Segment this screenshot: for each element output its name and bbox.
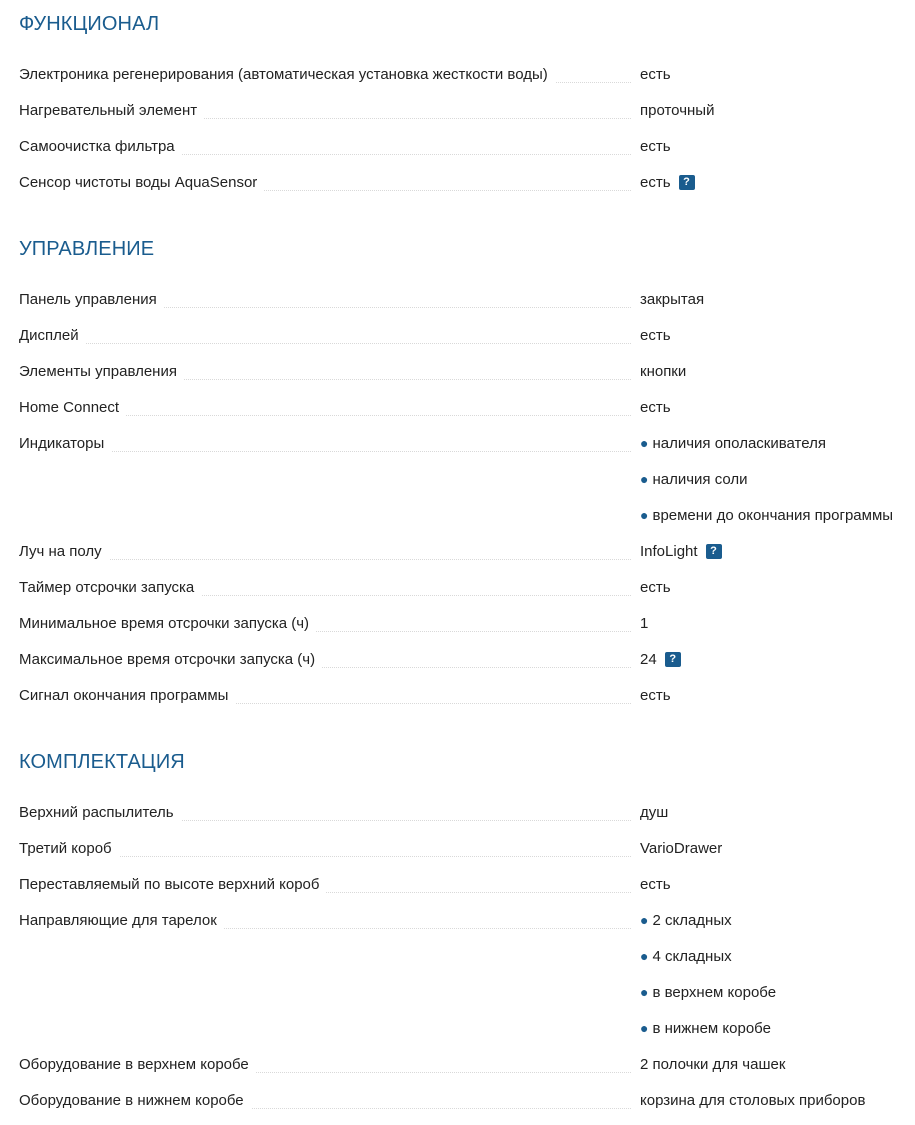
dotted-leader (19, 559, 631, 560)
spec-row (0, 317, 915, 353)
list-item: времени до окончания программы (652, 506, 894, 524)
spec-name: Луч на полу (19, 543, 109, 560)
spec-name: Сенсор чистоты воды AquaSensor (19, 174, 264, 191)
spec-name: Дисплей (19, 327, 86, 344)
spec-row (0, 164, 915, 200)
spec-row-continued (0, 1010, 915, 1046)
spec-row (0, 1082, 915, 1118)
bullet-icon: ● (640, 435, 649, 451)
spec-value: есть (640, 173, 671, 191)
list-item: в нижнем коробе (652, 1019, 771, 1037)
list-item: в верхнем коробе (652, 983, 777, 1001)
bullet-icon: ● (640, 471, 649, 487)
spec-row (0, 533, 915, 569)
help-icon[interactable]: ? (706, 544, 722, 559)
spec-row (0, 425, 915, 461)
help-icon[interactable]: ? (679, 175, 695, 190)
bullet-icon: ● (640, 948, 649, 964)
spec-value: есть (640, 686, 671, 704)
spec-value: 2 полочки для чашек (640, 1055, 786, 1073)
spec-name: Минимальное время отсрочки запуска (ч) (19, 615, 316, 632)
spec-value: 24 (640, 650, 657, 668)
spec-value: закрытая (640, 290, 705, 308)
spec-name: Переставляемый по высоте верхний короб (19, 876, 326, 893)
spec-value: InfoLight (640, 542, 698, 560)
spec-row (0, 569, 915, 605)
spec-row (0, 56, 915, 92)
spec-value: VarioDrawer (640, 839, 723, 857)
spec-value: кнопки (640, 362, 687, 380)
spec-name: Максимальное время отсрочки запуска (ч) (19, 651, 322, 668)
spec-row (0, 281, 915, 317)
spec-value: есть (640, 398, 671, 416)
spec-row (0, 92, 915, 128)
list-item: наличия соли (652, 470, 748, 488)
spec-name: Индикаторы (19, 435, 111, 452)
spec-value: есть (640, 875, 671, 893)
spec-row (0, 128, 915, 164)
spec-value: есть (640, 326, 671, 344)
spec-name: Электроника регенерирования (автоматическая установка жесткости воды) (19, 66, 555, 83)
bullet-icon: ● (640, 984, 649, 1000)
list-item: 4 складных (652, 947, 732, 965)
spec-row (0, 677, 915, 713)
help-icon[interactable]: ? (665, 652, 681, 667)
list-item: 2 складных (652, 911, 732, 929)
spec-name: Оборудование в нижнем коробе (19, 1092, 251, 1109)
spec-row-continued (0, 938, 915, 974)
section-title: УПРАВЛЕНИЕ (19, 238, 155, 260)
spec-value: корзина для столовых приборов (640, 1091, 866, 1109)
section-title: КОМПЛЕКТАЦИЯ (19, 751, 185, 773)
spec-name: Нагревательный элемент (19, 102, 204, 119)
spec-name: Элементы управления (19, 363, 184, 380)
spec-name: Направляющие для тарелок (19, 912, 224, 929)
section-title: ФУНКЦИОНАЛ (19, 13, 160, 35)
spec-value: есть (640, 578, 671, 596)
dotted-leader (19, 343, 631, 344)
spec-row (0, 902, 915, 938)
spec-row (0, 866, 915, 902)
spec-row (0, 794, 915, 830)
spec-name: Самоочистка фильтра (19, 138, 182, 155)
spec-name: Третий короб (19, 840, 119, 857)
bullet-icon: ● (640, 507, 649, 523)
bullet-icon: ● (640, 1020, 649, 1036)
spec-value: есть (640, 137, 671, 155)
spec-value: есть (640, 65, 671, 83)
spec-row-continued (0, 461, 915, 497)
spec-row (0, 641, 915, 677)
spec-value: 1 (640, 614, 649, 632)
spec-name: Верхний распылитель (19, 804, 181, 821)
spec-name: Сигнал окончания программы (19, 687, 235, 704)
spec-name: Home Connect (19, 399, 126, 416)
spec-row (0, 353, 915, 389)
spec-name: Таймер отсрочки запуска (19, 579, 201, 596)
spec-row (0, 1046, 915, 1082)
spec-value: проточный (640, 101, 715, 119)
spec-row (0, 389, 915, 425)
spec-value: душ (640, 803, 669, 821)
list-item: наличия ополаскивателя (652, 434, 826, 452)
bullet-icon: ● (640, 912, 649, 928)
spec-name: Панель управления (19, 291, 164, 308)
spec-row-continued (0, 974, 915, 1010)
spec-row (0, 605, 915, 641)
spec-row (0, 830, 915, 866)
spec-name: Оборудование в верхнем коробе (19, 1056, 256, 1073)
spec-row-continued (0, 497, 915, 533)
